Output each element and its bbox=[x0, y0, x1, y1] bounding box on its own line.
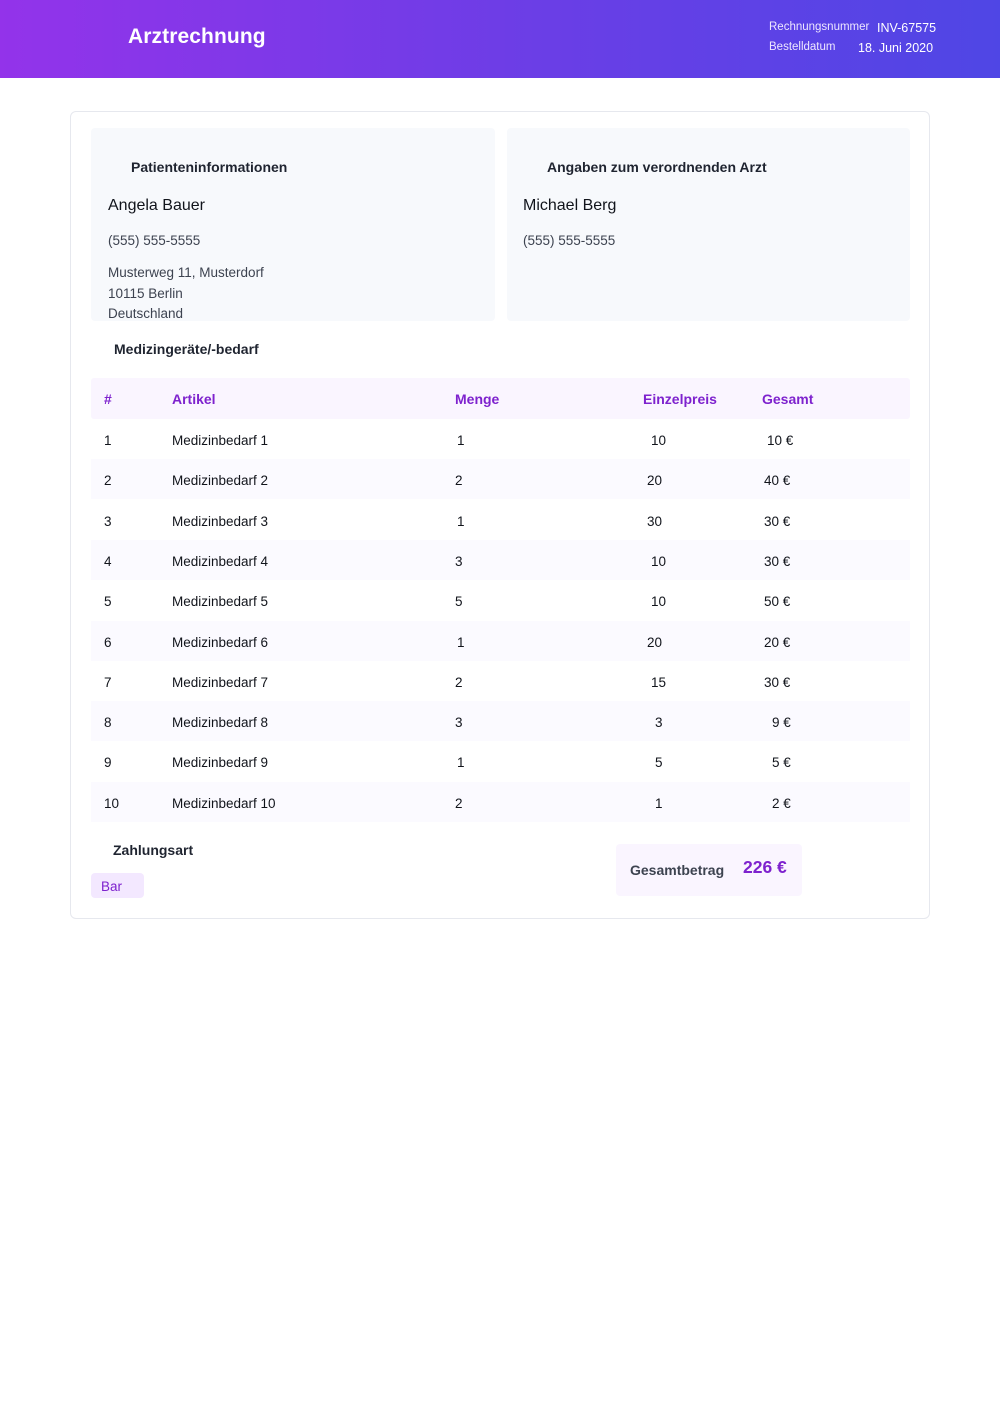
row-total: 40 € bbox=[764, 473, 791, 489]
row-quantity: 3 bbox=[455, 553, 463, 569]
row-number: 4 bbox=[104, 553, 112, 569]
row-item-name: Medizinbedarf 10 bbox=[172, 795, 276, 811]
total-box bbox=[616, 844, 802, 896]
row-total: 30 € bbox=[764, 513, 791, 529]
table-row bbox=[91, 419, 910, 459]
row-item-name: Medizinbedarf 8 bbox=[172, 715, 269, 731]
row-unit-price: 15 bbox=[651, 674, 667, 690]
row-unit-price: 3 bbox=[655, 715, 663, 731]
column-header-unit-price: Einzelpreis bbox=[643, 391, 717, 407]
row-number: 6 bbox=[104, 634, 112, 650]
row-quantity: 3 bbox=[455, 715, 463, 731]
column-header-number: # bbox=[104, 391, 112, 407]
patient-phone: (555) 555-5555 bbox=[108, 233, 201, 248]
row-unit-price: 10 bbox=[651, 433, 667, 448]
row-number: 1 bbox=[104, 433, 112, 448]
row-quantity: 1 bbox=[457, 755, 465, 771]
row-number: 7 bbox=[104, 674, 112, 690]
row-number: 8 bbox=[104, 715, 112, 731]
patient-address-line3: Deutschland bbox=[108, 306, 184, 321]
doctor-info-box bbox=[507, 128, 910, 321]
patient-info-heading: Patienteninformationen bbox=[131, 159, 288, 175]
row-total: 30 € bbox=[764, 553, 791, 569]
row-total: 20 € bbox=[764, 634, 791, 650]
row-total: 5 € bbox=[772, 755, 791, 771]
row-item-name: Medizinbedarf 3 bbox=[172, 513, 269, 529]
row-unit-price: 10 bbox=[651, 594, 667, 610]
row-unit-price: 30 bbox=[647, 513, 663, 529]
row-item-name: Medizinbedarf 4 bbox=[172, 553, 269, 569]
invoice-number: INV-67575 bbox=[877, 21, 937, 35]
row-item-name: Medizinbedarf 5 bbox=[172, 594, 269, 610]
row-quantity: 2 bbox=[455, 473, 463, 489]
patient-name: Angela Bauer bbox=[108, 197, 205, 214]
table-row bbox=[91, 621, 910, 661]
table-row bbox=[91, 500, 910, 540]
invoice-number-label: Rechnungsnummer bbox=[769, 21, 870, 33]
row-item-name: Medizinbedarf 7 bbox=[172, 674, 269, 690]
table-row bbox=[91, 701, 910, 741]
column-header-item: Artikel bbox=[172, 391, 216, 407]
row-number: 3 bbox=[104, 513, 112, 529]
invoice-header bbox=[0, 0, 1000, 78]
total-label: Gesamtbetrag bbox=[630, 862, 725, 878]
table-row bbox=[91, 459, 910, 499]
items-section-title: Medizingeräte/-bedarf bbox=[114, 341, 259, 357]
row-quantity: 5 bbox=[455, 594, 463, 610]
payment-method-badge: Bar bbox=[91, 873, 144, 898]
row-item-name: Medizinbedarf 1 bbox=[172, 433, 269, 448]
row-total: 10 € bbox=[767, 433, 794, 448]
row-total: 30 € bbox=[764, 674, 791, 690]
column-header-total: Gesamt bbox=[762, 391, 814, 407]
table-row bbox=[91, 741, 910, 781]
column-header-quantity: Menge bbox=[455, 391, 500, 407]
row-number: 10 bbox=[104, 795, 120, 811]
row-total: 9 € bbox=[772, 715, 791, 731]
table-row bbox=[91, 580, 910, 620]
row-number: 9 bbox=[104, 755, 112, 771]
row-quantity: 1 bbox=[457, 513, 465, 529]
row-item-name: Medizinbedarf 6 bbox=[172, 634, 269, 650]
row-item-name: Medizinbedarf 9 bbox=[172, 755, 269, 771]
table-row bbox=[91, 782, 910, 822]
patient-address-line2: 10115 Berlin bbox=[108, 286, 183, 301]
table-row bbox=[91, 540, 910, 580]
invoice-title: Arztrechnung bbox=[128, 25, 266, 48]
row-unit-price: 1 bbox=[655, 795, 663, 811]
patient-address-line1: Musterweg 11, Musterdorf bbox=[108, 265, 264, 280]
row-total: 2 € bbox=[772, 795, 791, 811]
row-quantity: 1 bbox=[457, 634, 465, 650]
row-unit-price: 20 bbox=[647, 634, 663, 650]
total-amount: 226 € bbox=[743, 857, 787, 877]
row-unit-price: 20 bbox=[647, 473, 663, 489]
row-unit-price: 10 bbox=[651, 553, 667, 569]
row-number: 5 bbox=[104, 594, 112, 610]
doctor-name: Michael Berg bbox=[523, 197, 617, 214]
order-date: 18. Juni 2020 bbox=[858, 41, 934, 55]
row-unit-price: 5 bbox=[655, 755, 663, 771]
row-number: 2 bbox=[104, 473, 112, 489]
order-date-label: Bestelldatum bbox=[769, 41, 836, 53]
payment-method-title: Zahlungsart bbox=[113, 842, 194, 858]
doctor-phone: (555) 555-5555 bbox=[523, 233, 616, 248]
invoice-card bbox=[70, 111, 930, 919]
row-quantity: 1 bbox=[457, 433, 465, 448]
row-quantity: 2 bbox=[455, 674, 463, 690]
table-row bbox=[91, 661, 910, 701]
doctor-info-heading: Angaben zum verordnenden Arzt bbox=[547, 159, 767, 175]
patient-info-box bbox=[91, 128, 495, 321]
row-quantity: 2 bbox=[455, 795, 463, 811]
row-item-name: Medizinbedarf 2 bbox=[172, 473, 269, 489]
row-total: 50 € bbox=[764, 594, 791, 610]
